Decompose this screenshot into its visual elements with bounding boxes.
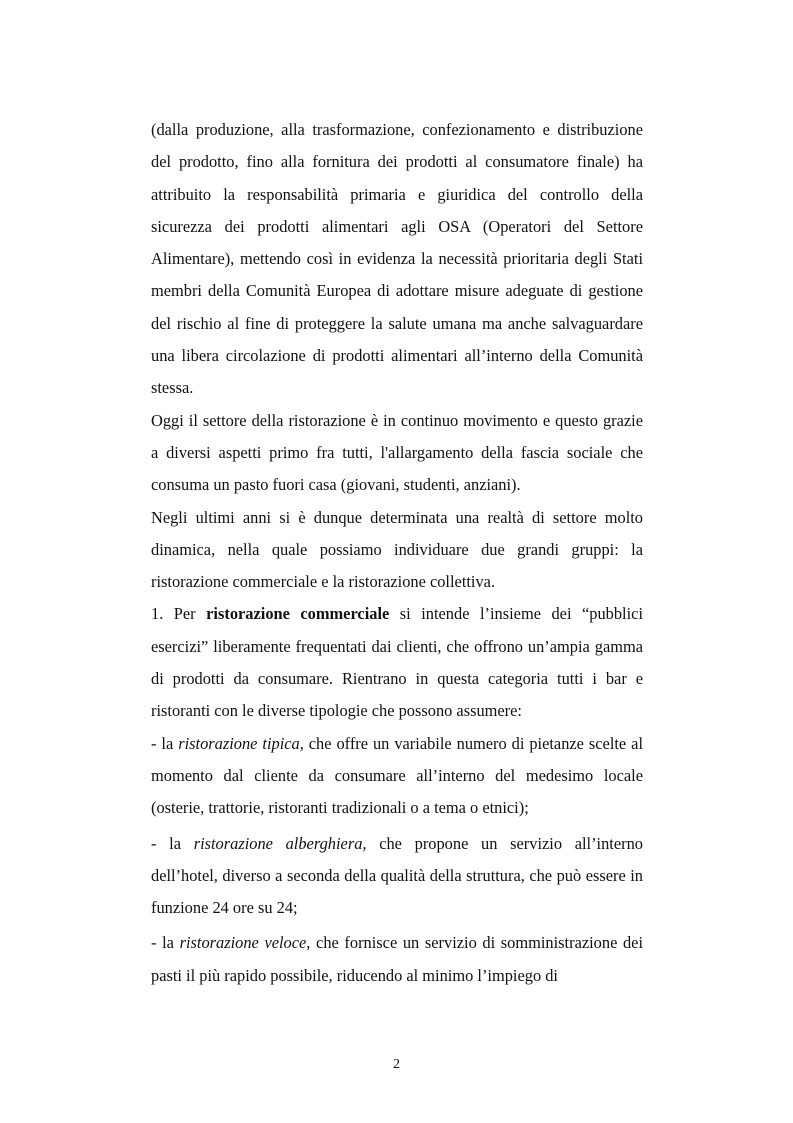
paragraph-7-rest: che fornisce un servizio di somministrazione dei pasti il più rapido possibile, riducendo al minimo l’impiego di [151, 933, 644, 985]
paragraph-7-prefix: - la [151, 933, 180, 953]
term-ristorazione-commerciale: ristorazione commerciale [206, 604, 390, 624]
paragraph-7 [151, 927, 643, 992]
paragraph-5-rest: che offre un variabile numero di pietanze scelte al momento dal cliente da consumare all’interno del medesimo locale (osterie, trattorie, ristoranti tradizionali o a tema o etnici); [151, 733, 643, 818]
paragraph-5-prefix: - la [151, 733, 179, 753]
paragraph-1: (dalla produzione, alla trasformazione, confezionamento e distribuzione del prodotto, fino alla fornitura dei prodotti al consumatore finale) ha attribuito la responsabilità primaria e giuridica del controllo della sicurezza dei prodotti alimentari agli OSA (Operatori del Settore Alimentare), mettendo così in evidenza la necessità prioritaria degli Stati membri della Comunità Europea di adottare misure adeguate di gestione del rischio al fine di proteggere la salute umana ma anche salvaguardare una libera circolazione di prodotti alimentari all’interno della Comunità stessa. [151, 120, 643, 398]
paragraph-4-prefix: 1. Per [151, 604, 207, 624]
paragraph-2: Oggi il settore della ristorazione è in continuo movimento e questo grazie a diversi aspetti primo fra tutti, l'allargamento della fascia sociale che consuma un pasto fuori casa (giovani, studenti, anziani). [151, 410, 643, 495]
paragraph-4 [151, 598, 643, 727]
paragraph-5 [151, 728, 643, 825]
paragraph-4-rest: si intende l’insieme dei “pubblici esercizi” liberamente frequentati dai clienti, che offrono un’ampia gamma di prodotti da consumare. Rientrano in questa categoria tutti i bar e ristoranti con le diverse tipologie che possono assumere: [151, 604, 643, 721]
term-ristorazione-tipica: ristorazione tipica, [178, 733, 304, 753]
body-text [151, 114, 643, 992]
paragraph-6-rest: che propone un servizio all’interno dell’hotel, diverso a seconda della qualità della struttura, che può essere in funzione 24 ore su 24; [151, 833, 643, 918]
page-number: 2 [393, 1057, 400, 1072]
paragraph-3: Negli ultimi anni si è dunque determinata una realtà di settore molto dinamica, nella quale possiamo individuare due grandi gruppi: la ristorazione commerciale e la ristorazione collettiva. [151, 507, 643, 592]
paragraph-6-prefix: - la [151, 833, 194, 853]
term-ristorazione-veloce: ristorazione veloce, [179, 933, 311, 953]
term-ristorazione-alberghiera: ristorazione alberghiera, [193, 833, 367, 853]
paragraph-6 [151, 828, 643, 925]
